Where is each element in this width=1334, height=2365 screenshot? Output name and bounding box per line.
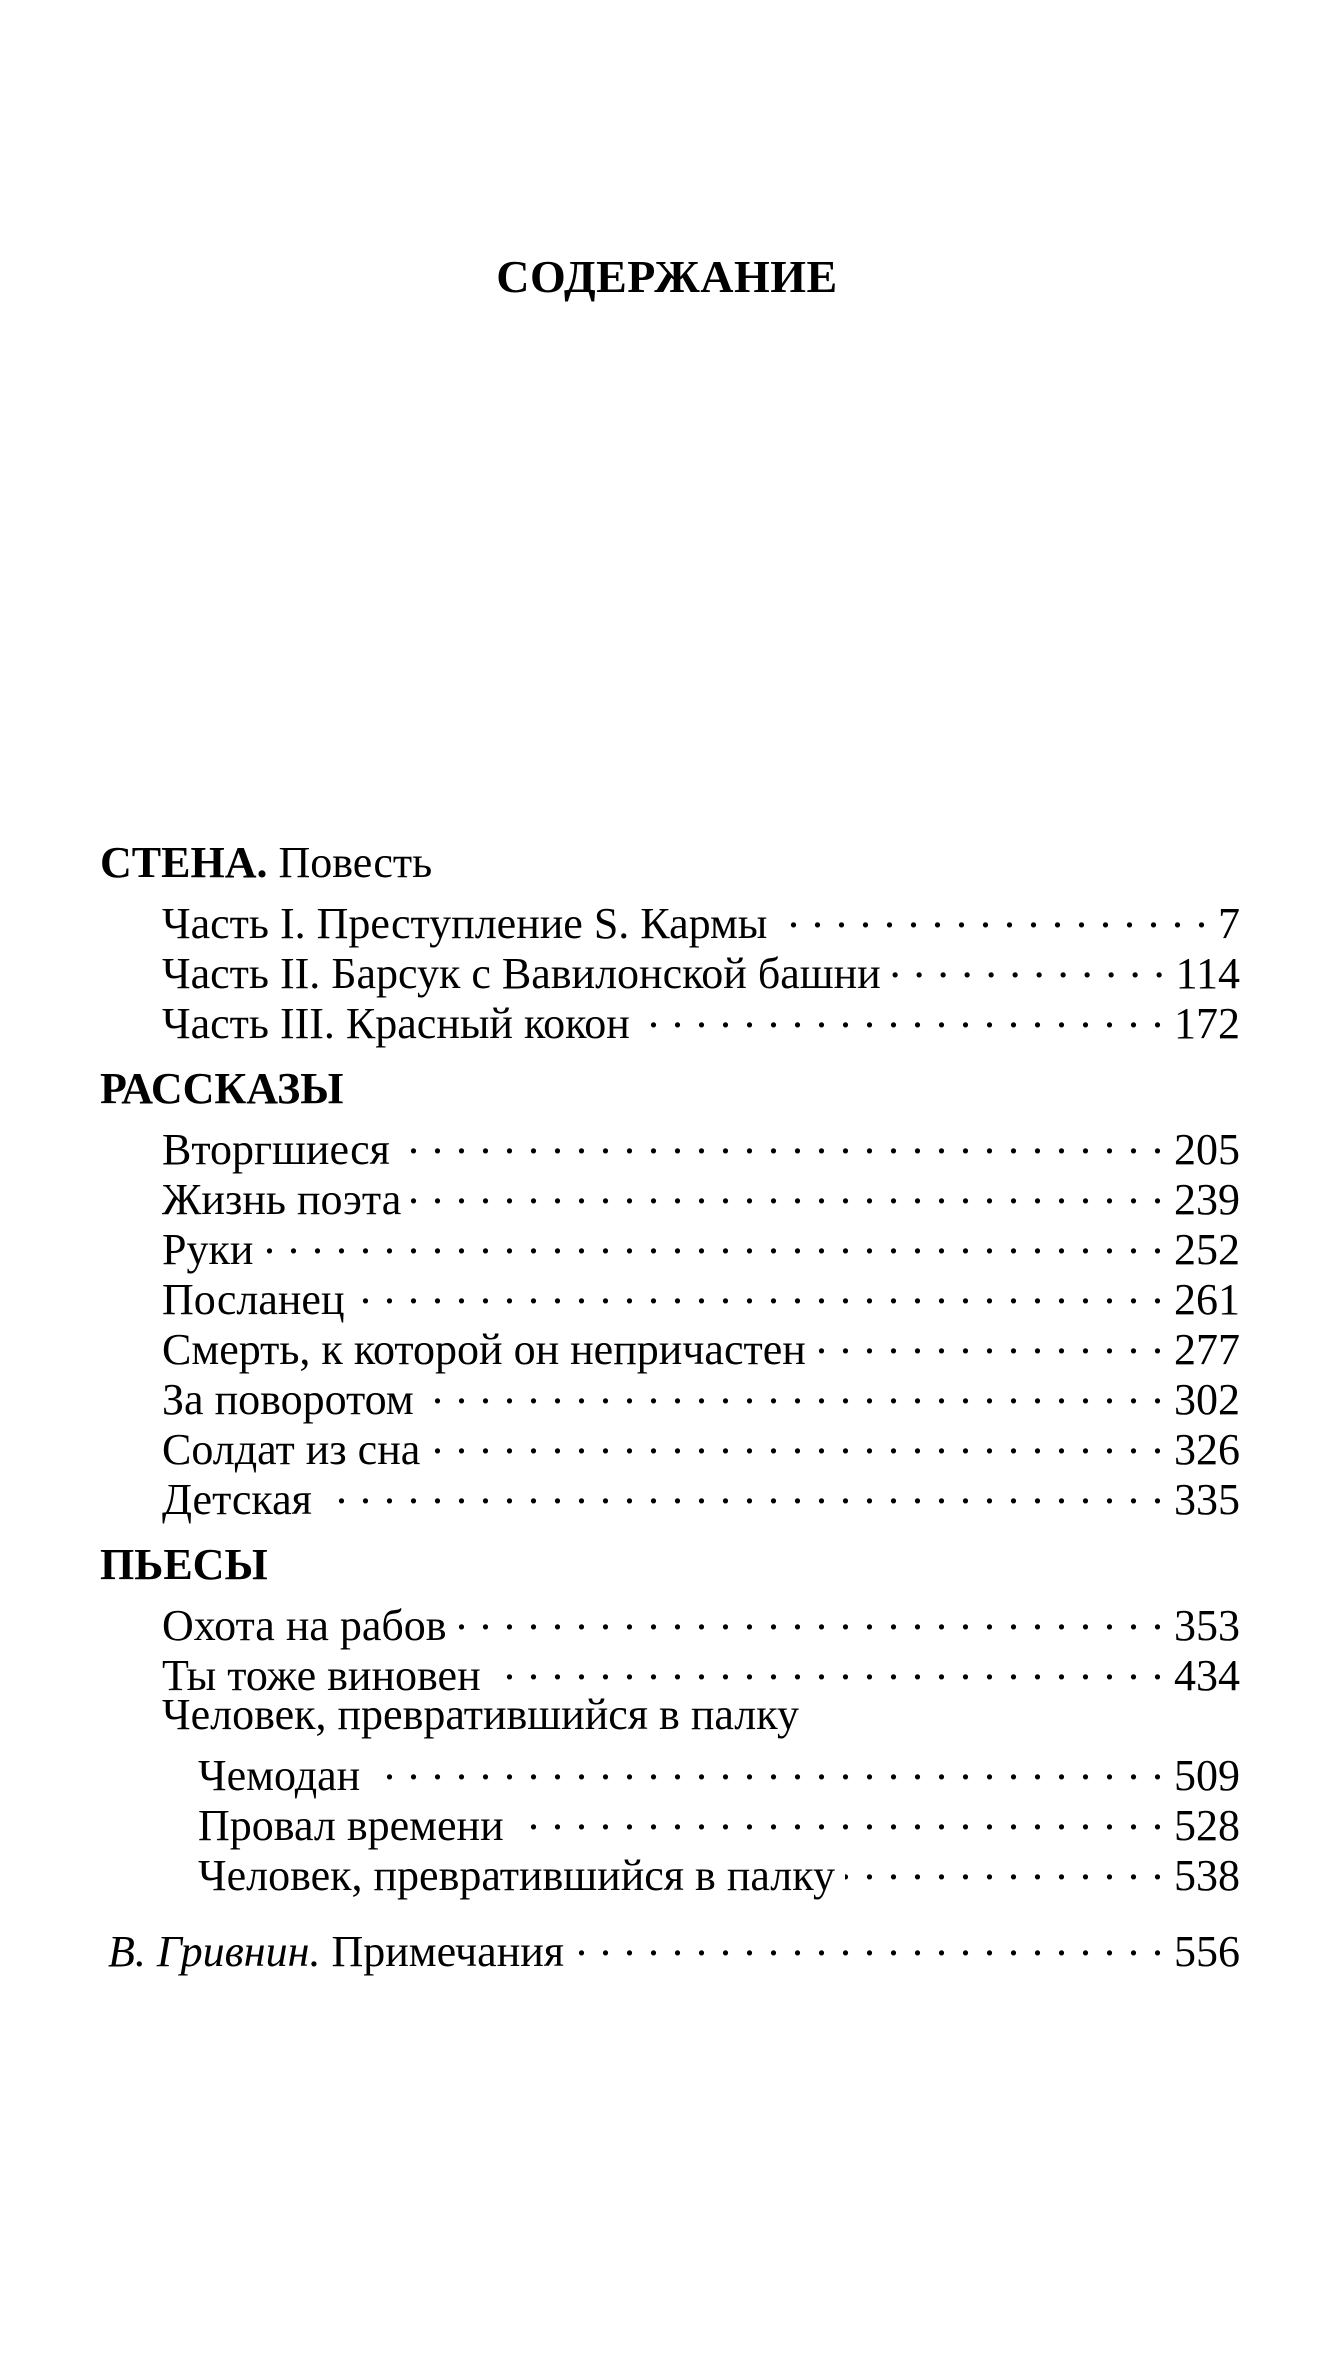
section-heading-stena — [100, 838, 1240, 888]
toc-entry-page: 509 — [1174, 1751, 1240, 1800]
toc-entry-label: Ты тоже виновен — [162, 1651, 481, 1700]
toc-entry-page: 239 — [1174, 1175, 1240, 1224]
dot-leader — [370, 1740, 1164, 1790]
toc-entry[interactable] — [100, 1264, 1240, 1324]
toc-entry-notes[interactable] — [100, 1916, 1240, 1976]
section-rasskazy — [100, 1064, 1240, 1524]
toc-entry-page: 261 — [1174, 1275, 1240, 1324]
toc-entry-page: 326 — [1174, 1425, 1240, 1474]
dot-leader — [845, 1840, 1164, 1890]
toc-subentry[interactable] — [100, 1740, 1240, 1800]
toc-entry-label: Солдат из сна — [162, 1425, 421, 1474]
toc-entry-label: Часть I. Преступление S. Кармы — [162, 899, 768, 948]
section-heading-rasskazy — [100, 1064, 1240, 1114]
toc-entry[interactable] — [100, 1114, 1240, 1174]
dot-leader — [424, 1364, 1164, 1414]
toc-entry-page: 335 — [1174, 1475, 1240, 1524]
section-stena — [100, 838, 1240, 1048]
dot-leader — [574, 1916, 1164, 1966]
toc-entry[interactable] — [100, 1590, 1240, 1650]
toc-entry-page: 277 — [1174, 1325, 1240, 1374]
toc-entry-label: Провал времени — [198, 1801, 504, 1850]
dot-leader — [263, 1214, 1164, 1264]
toc-entry[interactable] — [100, 1214, 1240, 1274]
toc-entry-page: 538 — [1174, 1851, 1240, 1900]
dot-leader — [400, 1114, 1164, 1164]
toc-entry-label: Посланец — [162, 1275, 345, 1324]
dot-leader — [514, 1790, 1164, 1840]
toc-entry-label: Вторгшиеся — [162, 1125, 390, 1174]
toc-entry-label: За поворотом — [162, 1375, 414, 1424]
toc-entry-label: Руки — [162, 1225, 254, 1274]
dot-leader — [322, 1464, 1164, 1514]
dot-leader — [891, 938, 1166, 988]
section-heading-bold: СТЕНА. — [100, 838, 268, 887]
toc-entry-label: Часть II. Барсук с Вавилонской башни — [162, 949, 881, 998]
dot-leader — [491, 1640, 1164, 1690]
toc-entry-page: 172 — [1174, 999, 1240, 1048]
notes-title: Примечания — [331, 1927, 565, 1976]
toc-entry-label: Смерть, к которой он непричастен — [162, 1325, 806, 1374]
dot-leader — [777, 888, 1208, 938]
section-pesy — [100, 1540, 1240, 1900]
dot-leader — [411, 1164, 1164, 1214]
toc-entry-page: 302 — [1174, 1375, 1240, 1424]
dot-leader — [430, 1414, 1164, 1464]
dot-leader — [355, 1264, 1164, 1314]
notes-author: В. Гривнин. — [108, 1927, 321, 1976]
toc-group-label: Человек, превратившийся в палку — [162, 1690, 799, 1739]
dot-leader — [457, 1590, 1164, 1640]
section-heading-bold: ПЬЕСЫ — [100, 1540, 268, 1589]
toc-group-heading — [100, 1690, 1240, 1740]
toc-entry-page: 434 — [1174, 1651, 1240, 1700]
toc-entry-label: Охота на рабов — [162, 1601, 447, 1650]
toc-entry-label: Человек, превратившийся в палку — [198, 1851, 835, 1900]
page-title: СОДЕРЖАНИЕ — [496, 251, 838, 302]
toc-entry[interactable] — [100, 888, 1240, 948]
toc-entry-label: Детская — [162, 1475, 312, 1524]
toc-entry-page: 7 — [1218, 899, 1240, 948]
toc-entry-page: 114 — [1175, 949, 1240, 998]
toc-entry-page: 252 — [1174, 1225, 1240, 1274]
toc-entry-page: 556 — [1174, 1927, 1240, 1976]
toc-entry-label: Жизнь поэта — [162, 1175, 402, 1224]
dot-leader — [640, 988, 1164, 1038]
section-heading-pesy — [100, 1540, 1240, 1590]
toc-entry-page: 528 — [1174, 1801, 1240, 1850]
section-heading-bold: РАССКАЗЫ — [100, 1064, 344, 1113]
toc-entry-page: 353 — [1174, 1601, 1240, 1650]
section-heading-subtitle: Повесть — [278, 838, 433, 887]
table-of-contents — [100, 838, 1240, 1976]
toc-entry-label — [108, 1927, 564, 1977]
toc-entry-label: Чемодан — [198, 1751, 361, 1800]
toc-entry-label: Часть III. Красный кокон — [162, 999, 630, 1048]
dot-leader — [816, 1314, 1164, 1364]
toc-entry-page: 205 — [1174, 1125, 1240, 1174]
